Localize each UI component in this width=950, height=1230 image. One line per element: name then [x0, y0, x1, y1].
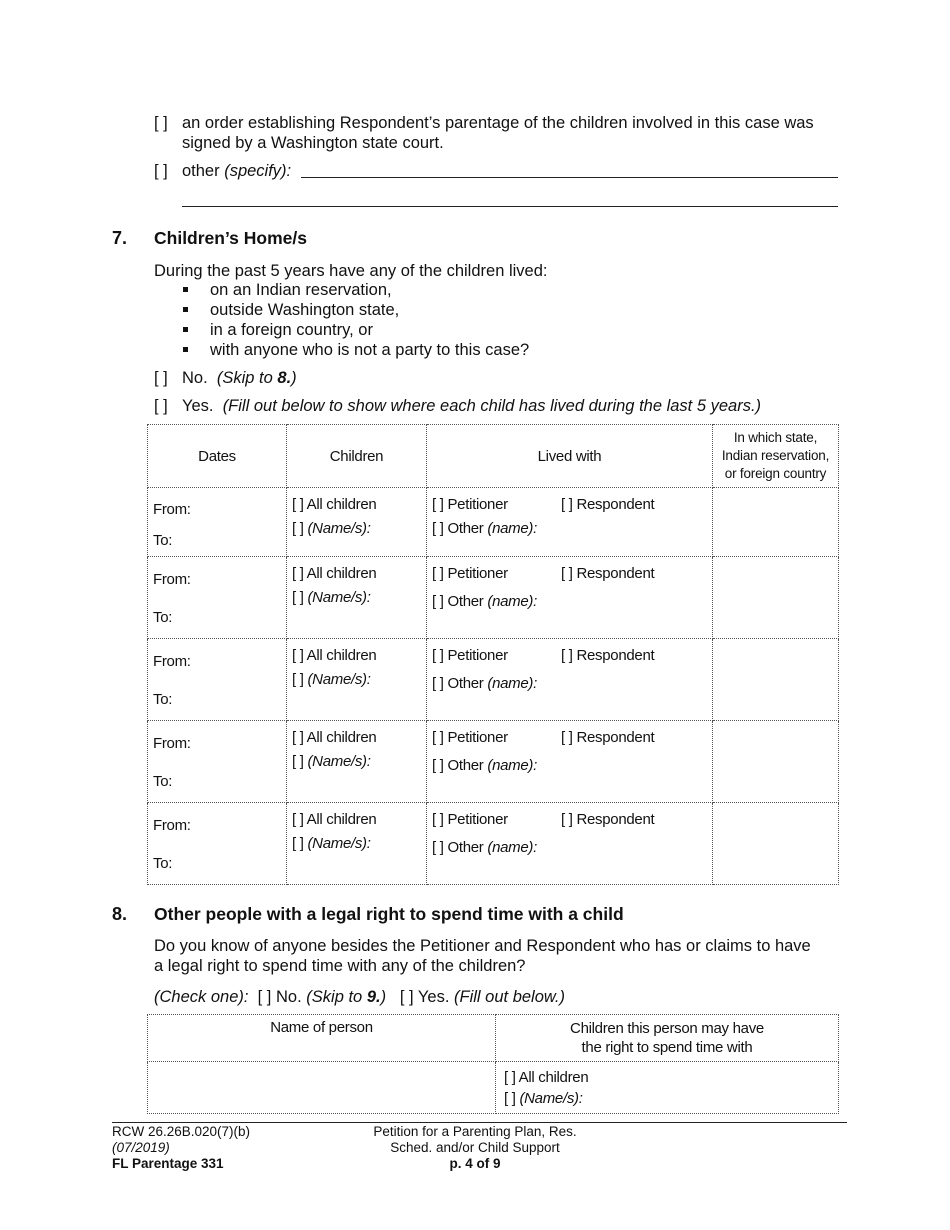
- other-checkbox-label[interactable]: [ ] Other: [432, 675, 484, 692]
- bullet-item: with anyone who is not a party to this case?: [210, 341, 530, 359]
- lived-with-cell: [427, 557, 713, 639]
- state-cell[interactable]: [713, 639, 839, 721]
- person-name-cell[interactable]: [148, 1062, 496, 1114]
- no-label: No.: [182, 369, 208, 387]
- residence-table-header: [148, 425, 839, 488]
- yes-label: Yes.: [182, 397, 214, 415]
- section-7-intro: During the past 5 years have any of the children lived:: [154, 262, 548, 280]
- other-checkbox[interactable]: [ ]: [154, 162, 168, 180]
- lived-with-cell: [427, 721, 713, 803]
- other-checkbox-label[interactable]: [ ] Other: [432, 839, 484, 856]
- from-label[interactable]: From:: [153, 653, 191, 670]
- children-cell: [287, 803, 427, 885]
- section-8-yes-note: (Fill out below.): [454, 988, 565, 1006]
- footer-rcw: RCW 26.26B.020(7)(b): [112, 1124, 251, 1139]
- names-option[interactable]: [292, 835, 371, 852]
- respondent-option[interactable]: [ ] Respondent: [561, 729, 655, 746]
- skip-pre: (Skip to: [216, 369, 273, 387]
- names-checkbox[interactable]: [ ]: [503, 1090, 516, 1107]
- other-checkbox-label[interactable]: [ ] Other: [432, 520, 484, 537]
- table-row: [148, 1062, 839, 1114]
- names-checkbox[interactable]: [ ]: [292, 520, 304, 537]
- other-label: [182, 161, 291, 181]
- petitioner-option[interactable]: [ ] Petitioner: [432, 647, 508, 664]
- header-name-of-person: Name of person: [148, 1015, 496, 1062]
- footer-center: [315, 1124, 635, 1172]
- table-row: [148, 803, 839, 885]
- dates-cell: [148, 803, 287, 885]
- children-cell: [287, 557, 427, 639]
- all-children-option[interactable]: [ ] All children: [292, 565, 377, 582]
- header-dates: Dates: [148, 425, 287, 488]
- table-row: [148, 721, 839, 803]
- all-children-option[interactable]: [ ] All children: [292, 811, 377, 828]
- other-option[interactable]: [432, 520, 537, 537]
- yes-note: (Fill out below to show where each child has lived during the last 5 years.): [222, 397, 762, 415]
- respondent-option[interactable]: [ ] Respondent: [561, 565, 655, 582]
- section-8-yes-label: Yes.: [417, 988, 450, 1006]
- children-cell: [287, 488, 427, 557]
- names-label: (Name/s):: [307, 671, 371, 688]
- respondent-option[interactable]: [ ] Respondent: [561, 811, 655, 828]
- to-label[interactable]: To:: [153, 855, 173, 872]
- names-checkbox[interactable]: [ ]: [292, 835, 304, 852]
- bullet-item: in a foreign country, or: [210, 321, 373, 339]
- names-checkbox[interactable]: [ ]: [292, 753, 304, 770]
- to-label[interactable]: To:: [153, 773, 173, 790]
- names-option[interactable]: [504, 1090, 583, 1107]
- all-children-option[interactable]: [ ] All children: [292, 647, 377, 664]
- bullet-icon: [183, 307, 188, 312]
- names-option[interactable]: [292, 520, 371, 537]
- header-lived-with: Lived with: [427, 425, 713, 488]
- legal-right-table: [147, 1014, 839, 1114]
- all-children-option[interactable]: [ ] All children: [503, 1069, 589, 1086]
- footer-left: [112, 1124, 250, 1172]
- names-label: (Name/s):: [307, 520, 371, 537]
- legal-right-header: [148, 1015, 839, 1062]
- bullet-item: on an Indian reservation,: [210, 281, 392, 299]
- section-8-no-checkbox[interactable]: [ ]: [257, 988, 272, 1006]
- section-7-title: Children’s Home/s: [154, 228, 307, 248]
- state-cell[interactable]: [713, 721, 839, 803]
- all-children-option[interactable]: [ ] All children: [292, 729, 377, 746]
- bullet-icon: [183, 287, 188, 292]
- respondent-option[interactable]: [ ] Respondent: [561, 496, 655, 513]
- skip-num: 8.: [277, 369, 292, 387]
- section-7-number: 7.: [112, 228, 128, 248]
- other-specify-line-1[interactable]: [301, 177, 838, 178]
- other-item: [154, 161, 168, 181]
- footer-rule: [112, 1122, 847, 1123]
- section-8-check-row: [154, 987, 565, 1007]
- check-one-label: (Check one):: [154, 988, 249, 1006]
- lived-with-cell: [427, 803, 713, 885]
- all-children-option[interactable]: [ ] All children: [292, 496, 377, 513]
- section-7-yes-text: [182, 396, 761, 416]
- other-name-label: (name):: [487, 520, 537, 537]
- section-8-title: Other people with a legal right to spend time with a child: [154, 904, 624, 924]
- children-cell: [287, 721, 427, 803]
- state-cell[interactable]: [713, 488, 839, 557]
- names-label: (Name/s):: [307, 753, 371, 770]
- names-checkbox[interactable]: [ ]: [292, 671, 304, 688]
- names-option[interactable]: [292, 589, 371, 606]
- other-name-label: (name):: [487, 839, 537, 856]
- section-8-skip-post: ): [380, 988, 387, 1006]
- to-label[interactable]: To:: [153, 609, 173, 626]
- names-checkbox[interactable]: [ ]: [292, 589, 304, 606]
- section-7-no-checkbox[interactable]: [ ]: [154, 369, 168, 387]
- bullet-item: outside Washington state,: [210, 301, 400, 319]
- to-label[interactable]: To:: [153, 532, 173, 549]
- skip-post: ): [291, 369, 297, 387]
- names-label: (Name/s):: [307, 589, 371, 606]
- dates-cell: [148, 557, 287, 639]
- from-label[interactable]: From:: [153, 571, 191, 588]
- names-label: (Name/s):: [307, 835, 371, 852]
- header-state: In which state, Indian reservation, or foreign country: [713, 425, 839, 488]
- other-checkbox-label[interactable]: [ ] Other: [432, 757, 484, 774]
- from-label[interactable]: From:: [153, 501, 191, 518]
- person-children-cell: [495, 1062, 838, 1114]
- petitioner-option[interactable]: [ ] Petitioner: [432, 729, 508, 746]
- other-specify: (specify):: [224, 162, 292, 180]
- section-7-no-option: [154, 368, 168, 388]
- state-cell[interactable]: [713, 803, 839, 885]
- table-row: [148, 557, 839, 639]
- other-option[interactable]: [432, 593, 537, 610]
- petitioner-option[interactable]: [ ] Petitioner: [432, 496, 508, 513]
- section-8-intro: [154, 936, 811, 976]
- other-checkbox-label[interactable]: [ ] Other: [432, 593, 484, 610]
- section-8-number: 8.: [112, 904, 128, 924]
- header-children: Children: [287, 425, 427, 488]
- other-option[interactable]: [432, 757, 537, 774]
- section-8-no-label: No.: [276, 988, 302, 1006]
- order-text-line2: signed by a Washington state court.: [182, 134, 444, 152]
- names-option[interactable]: [292, 753, 371, 770]
- bullet-icon: [183, 347, 188, 352]
- from-label[interactable]: From:: [153, 735, 191, 752]
- bullet-icon: [183, 327, 188, 332]
- order-text: [182, 113, 814, 153]
- dates-cell: [148, 488, 287, 557]
- section-7-yes-checkbox[interactable]: [ ]: [154, 397, 168, 415]
- section-8-skip-pre: (Skip to: [306, 988, 363, 1006]
- names-label: (Name/s):: [519, 1090, 583, 1107]
- lived-with-cell: [427, 639, 713, 721]
- other-name-label: (name):: [487, 593, 537, 610]
- other-name-label: (name):: [487, 757, 537, 774]
- from-label[interactable]: From:: [153, 817, 191, 834]
- order-text-line1: an order establishing Respondent’s parentage of the children involved in this case was: [182, 114, 814, 132]
- other-text: other: [182, 162, 220, 180]
- section-8-intro-line2: a legal right to spend time with any of the children?: [154, 957, 526, 975]
- order-checkbox[interactable]: [ ]: [154, 114, 168, 132]
- footer-title-line2: Sched. and/or Child Support: [390, 1140, 560, 1155]
- table-row: [148, 639, 839, 721]
- footer-title-line1: Petition for a Parenting Plan, Res.: [373, 1124, 577, 1139]
- other-option[interactable]: [432, 839, 537, 856]
- section-7-yes-option: [154, 396, 168, 416]
- dates-cell: [148, 639, 287, 721]
- dates-cell: [148, 721, 287, 803]
- header-children-right: Children this person may have the right to spend time with: [495, 1015, 838, 1062]
- table-row: [148, 488, 839, 557]
- state-cell[interactable]: [713, 557, 839, 639]
- petitioner-option[interactable]: [ ] Petitioner: [432, 565, 508, 582]
- to-label[interactable]: To:: [153, 691, 173, 708]
- order-item: [154, 113, 168, 133]
- footer-form: FL Parentage 331: [112, 1156, 224, 1171]
- residence-table: [147, 424, 839, 885]
- section-8-yes-checkbox[interactable]: [ ]: [399, 988, 414, 1006]
- footer-date: (07/2019): [112, 1140, 170, 1155]
- names-option[interactable]: [292, 671, 371, 688]
- other-specify-line-2[interactable]: [182, 206, 838, 207]
- section-8-skip-num: 9.: [366, 988, 381, 1006]
- other-name-label: (name):: [487, 675, 537, 692]
- lived-with-cell: [427, 488, 713, 557]
- footer-page: p. 4 of 9: [449, 1156, 501, 1171]
- petitioner-option[interactable]: [ ] Petitioner: [432, 811, 508, 828]
- respondent-option[interactable]: [ ] Respondent: [561, 647, 655, 664]
- section-8-intro-line1: Do you know of anyone besides the Petitioner and Respondent who has or claims to have: [154, 937, 811, 955]
- other-option[interactable]: [432, 675, 537, 692]
- section-7-no-text: [182, 368, 297, 388]
- children-cell: [287, 639, 427, 721]
